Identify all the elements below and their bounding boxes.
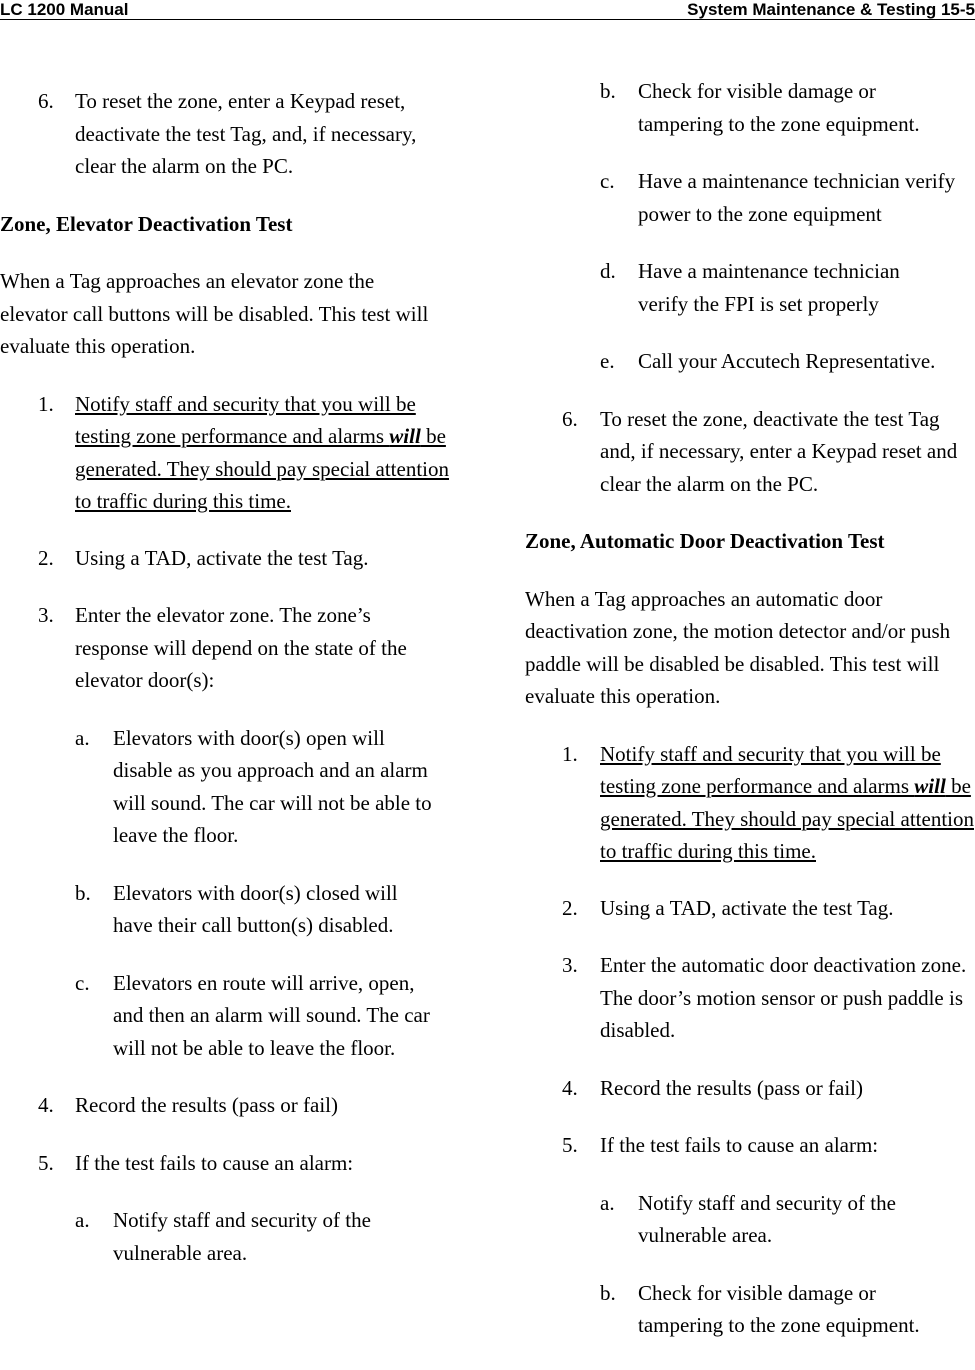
list-number: 3. (562, 953, 578, 977)
list-item (525, 403, 975, 501)
list-number: 3. (38, 603, 54, 627)
list-number: 6. (38, 89, 54, 113)
list-letter: a. (600, 1190, 615, 1215)
list-text: Record the results (pass or fail) (600, 1075, 864, 1100)
list-item (0, 542, 450, 575)
sub-list-item (525, 345, 975, 378)
list-text: Elevators en route will arrive, open, and then an alarm will sound. The car will not be able to leave the floor. (113, 970, 430, 1060)
sub-list-item (525, 255, 943, 320)
manual-title: LC 1200 Manual (0, 0, 129, 19)
sub-list-item (525, 1277, 950, 1342)
sub-list-item (525, 165, 968, 230)
list-letter: a. (75, 1208, 90, 1232)
list-text: To reset the zone, enter a Keypad reset, deactivate the test Tag, and, if necessary, clear the alarm on the PC. (75, 89, 417, 178)
list-text: Check for visible damage or tampering to the zone equipment. (638, 79, 920, 136)
list-number: 1. (38, 391, 54, 416)
warning-text: Notify staff and security that you will be testing zone performance and alarms will be generated. They should pay special attention to traffic during this time. (75, 391, 449, 513)
list-text: Check for visible damage or tampering to the zone equipment. (638, 1280, 920, 1337)
list-item (525, 892, 975, 925)
list-text: Notify staff and security of the vulnerable area. (113, 1208, 371, 1265)
list-number: 1. (562, 741, 578, 766)
sub-list-item (0, 1204, 413, 1269)
sub-list-item (0, 967, 448, 1065)
list-number: 6. (562, 406, 578, 431)
right-column (525, 75, 975, 1342)
list-item (525, 1129, 975, 1162)
list-item (0, 388, 450, 518)
list-text: If the test fails to cause an alarm: (600, 1133, 879, 1157)
list-letter: c. (75, 970, 90, 995)
list-letter: b. (600, 1280, 616, 1305)
list-text: If the test fails to cause an alarm: (75, 1150, 354, 1175)
section-heading: Zone, Automatic Door Deactivation Test (525, 529, 885, 553)
list-number: 4. (562, 1075, 578, 1100)
list-text: Call your Accutech Representative. (638, 349, 936, 373)
list-text: Elevators with door(s) closed will have their call button(s) disabled. (113, 880, 398, 937)
left-column (0, 85, 450, 1269)
list-number: 2. (562, 895, 578, 920)
sub-list-item (525, 75, 950, 140)
emphasis-will: will (389, 424, 421, 448)
section-page-label: System Maintenance & Testing 15-5 (687, 0, 975, 19)
list-item (0, 1089, 450, 1122)
list-number: 4. (38, 1093, 54, 1117)
list-text: Notify staff and security of the vulnerable area. (638, 1190, 896, 1247)
list-text: Have a maintenance technician verify the FPI is set properly (638, 259, 900, 316)
list-letter: a. (75, 725, 90, 750)
list-number: 5. (562, 1133, 578, 1157)
list-item (525, 949, 975, 1047)
list-letter: b. (600, 79, 616, 103)
list-text: To reset the zone, deactivate the test Tag and, if necessary, enter a Keypad reset and clear the alarm on the PC. (600, 406, 958, 496)
list-item (0, 599, 445, 697)
list-letter: c. (600, 169, 615, 193)
list-text: Have a maintenance technician verify power to the zone equipment (638, 169, 956, 226)
list-item (0, 85, 450, 183)
list-number: 5. (38, 1150, 54, 1175)
sub-list-item (525, 1187, 938, 1252)
intro-paragraph: When a Tag approaches an elevator zone the elevator call buttons will be disabled. This test will evaluate this operation. (0, 269, 429, 358)
list-item (525, 1072, 975, 1105)
page-header (0, 0, 975, 20)
warning-text: Notify staff and security that you will be testing zone performance and alarms will be generated. They should pay special attention to traffic during this time. (600, 741, 974, 863)
list-letter: e. (600, 349, 615, 373)
sub-list-item (0, 722, 433, 852)
list-text: Elevators with door(s) open will disable as you approach and an alarm will sound. The car will not be able to leave the floor. (113, 725, 432, 847)
list-text: Enter the automatic door deactivation zone. The door’s motion sensor or push paddle is disabled. (600, 953, 967, 1042)
emphasis-will: will (914, 774, 946, 798)
list-text: Using a TAD, activate the test Tag. (600, 895, 894, 920)
list-text: Using a TAD, activate the test Tag. (75, 545, 369, 570)
intro-paragraph: When a Tag approaches an automatic door deactivation zone, the motion detector and/or push paddle will be disabled be disabled. This test will evaluate this operation. (525, 586, 951, 708)
list-text: Enter the elevator zone. The zone’s response will depend on the state of the elevator door(s): (75, 603, 407, 692)
list-letter: d. (600, 259, 616, 283)
list-letter: b. (75, 880, 91, 905)
list-item (0, 1147, 450, 1180)
section-heading: Zone, Elevator Deactivation Test (0, 211, 293, 236)
list-text: Record the results (pass or fail) (75, 1093, 339, 1117)
list-number: 2. (38, 545, 54, 570)
list-item (525, 738, 975, 868)
sub-list-item (0, 877, 433, 942)
